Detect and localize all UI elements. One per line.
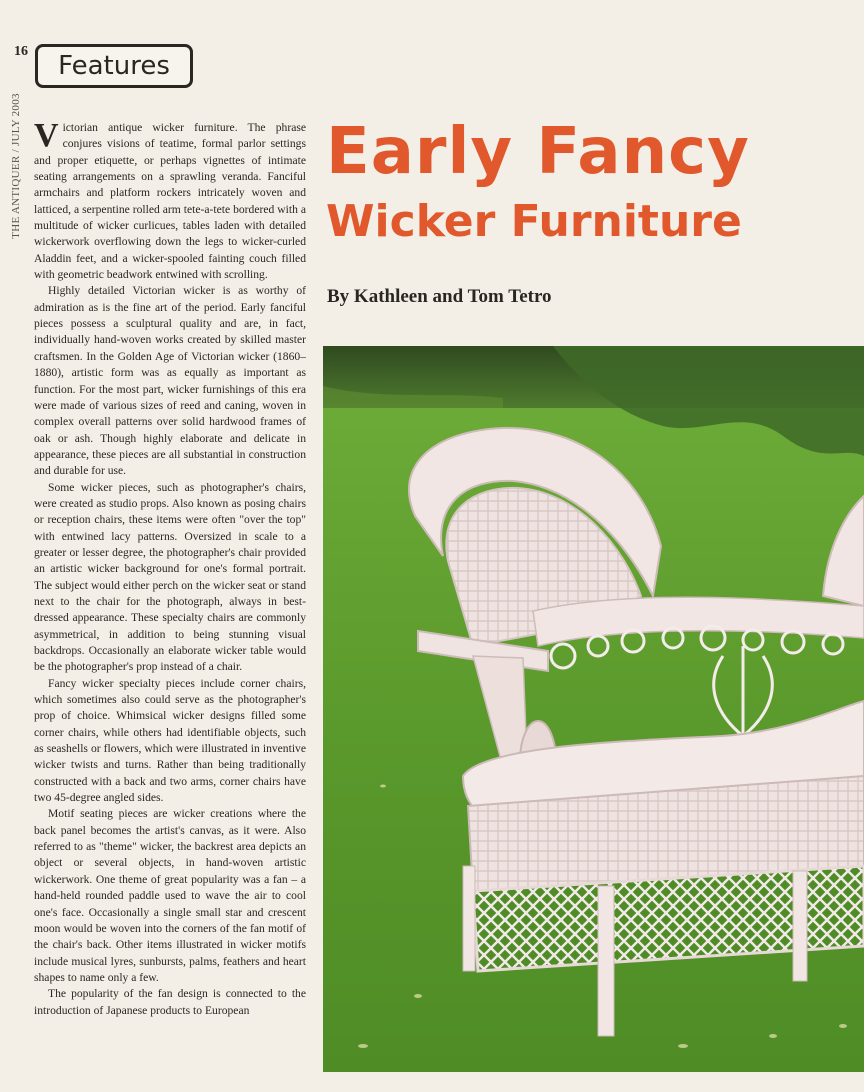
section-tag: Features xyxy=(35,44,193,88)
paragraph-2: Highly detailed Victorian wicker is as worthy of admiration as is the fine art of the period. Early fanciful pieces possess a sculptural quality and are, in fact, individually hand-woven works created by skilled master craftsmen. In the Golden Age of Victorian wicker (1860–1880), artistic form was as equally as important as function. For the most part, wicker furnishings of this era were made of various sizes of reed and caning, woven in complex overall patterns over solid hardwood frames of oak or ash. Though highly elaborate and delicate in appearance, these pieces are all substantial in construction and durable for use. xyxy=(34,284,306,478)
side-strip xyxy=(6,66,26,266)
page-number: 16 xyxy=(14,44,28,59)
paragraph-4: Fancy wicker specialty pieces include corner chairs, which sometimes also could serve as the photographer's prop of choice. Whimsical wicker designs filled some corner chairs, while others had identifiable objects, such as seashells or flowers, which were illustrated in inventive wicker twists and turns. Rather than being traditionally constructed with a back and two arms, corner chairs have two 45-degree angled sides. xyxy=(34,676,306,805)
title-line-1: Early Fancy xyxy=(326,115,750,189)
photo-illustration xyxy=(323,346,864,1072)
article-title xyxy=(326,115,856,247)
drop-cap: V xyxy=(34,120,59,154)
wicker-tete-a-tete-photo xyxy=(323,346,864,1072)
paragraph-1-text: ictorian antique wicker furniture. The phrase conjures visions of teatime, formal parlor settings and proper etiquette, or perhaps vignettes of intimate seating arrangements on a sprawling veranda. Fanciful armchairs and platform rockers intricately woven and latticed, a serpentine rolled arm tete-a-tete bordered with a multitude of wicker curlicues, tables laden with detailed wickerwork overflowing down the legs to wicker-curled Aladdin feet, and a wicker-spooled fainting couch filled with geometric beadwork entwined with scrolling. xyxy=(34,121,306,282)
paragraph-6: The popularity of the fan design is connected to the introduction of Japanese products to European xyxy=(34,987,306,1017)
article-body xyxy=(34,120,306,1066)
side-strip-text: THE ANTIQUER / JULY 2003 xyxy=(10,93,22,239)
paragraph-3: Some wicker pieces, such as photographer's chairs, were created as studio props. Also known as posing chairs or reception chairs, these items were often "over the top" with entwined lacy patterns. Oversized in scale to a greater or lesser degree, the photographer's chair provided an artistic wicker background for one's formal portrait. The subject would either perch on the wicker seat or stand next to the chair for the photograph, always in best-dressed appearance. These specialty chairs are commonly asymmetrical, in addition to being stunning visual backdrops. Occasionally an elaborate wicker table would be the photographer's prop instead of a chair. xyxy=(34,480,306,674)
paragraph-5: Motif seating pieces are wicker creations where the back panel becomes the artist's canvas, as it were. Also referred to as "theme" wicker, the backrest area depicts an object or several objects, in hand-woven artistic wickerwork. One theme of great popularity was a fan – a hand-held rounded paddle used to wave the air to cool one's face. Occasionally a single small star and crescent moon would be woven into the corners of the fan motif of the chair's back. Other items illustrated in wicker motifs include musical lyres, sunbursts, palms, feathers and heart shapes to name only a few. xyxy=(34,807,306,984)
title-line-2: Wicker Furniture xyxy=(326,196,742,247)
byline: By Kathleen and Tom Tetro xyxy=(327,286,552,307)
paragraph-1 xyxy=(34,120,306,283)
